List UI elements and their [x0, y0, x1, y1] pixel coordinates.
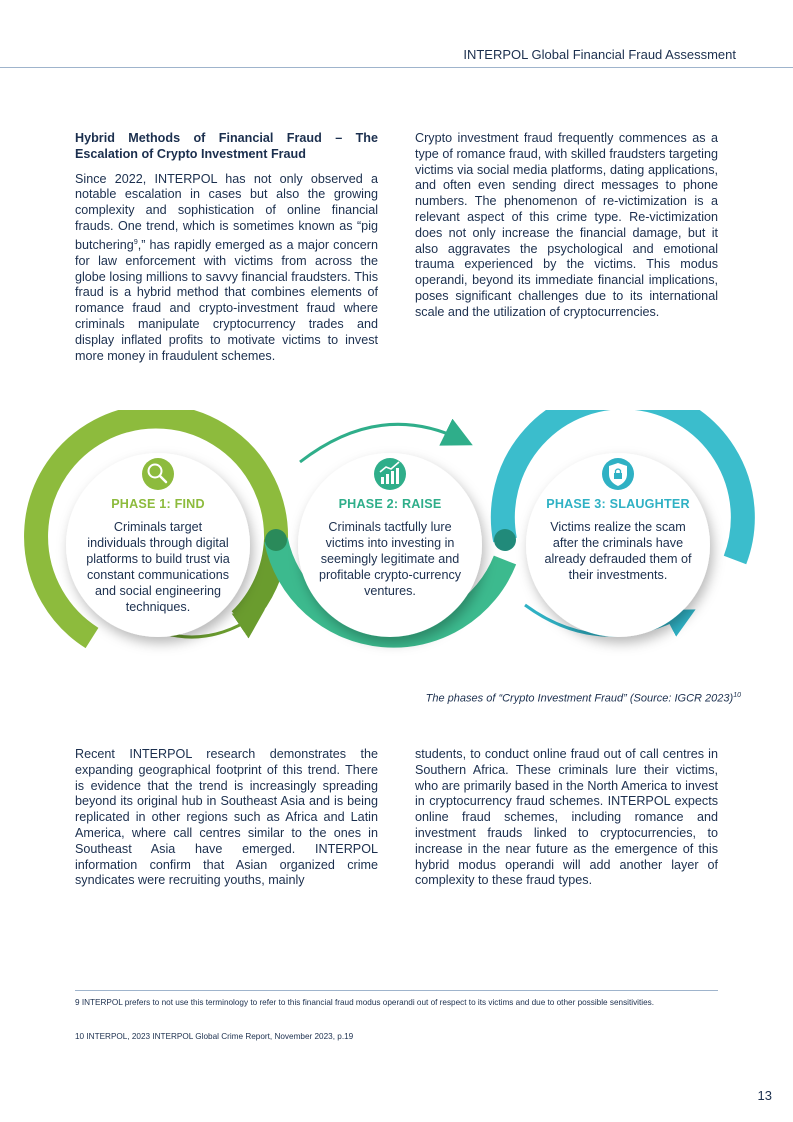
phase-3-text: Victims realize the scam after the criminals have already defrauded them of their investments. [544, 520, 692, 582]
running-header: INTERPOL Global Financial Fraud Assessment [463, 47, 736, 62]
phase-2-text: Criminals tactfully lure victims into investing in seemingly legitimate and profitable crypto-currency ventures. [318, 520, 462, 598]
phase-2 [315, 497, 465, 599]
growth-chart-icon [374, 458, 406, 490]
footnote-ref-9: 9 [133, 238, 138, 246]
column-right-bottom [415, 747, 718, 889]
phase-3-title: PHASE 3: SLAUGHTER [546, 497, 690, 511]
phase-1 [83, 497, 233, 615]
phase-1-title: PHASE 1: FIND [111, 497, 205, 511]
paragraph-intro: Since 2022, INTERPOL has not only observed a notable escalation in cases but also the growing complexity and sophistication of online financial frauds. One trend, which is sometimes known as “pig butchering$^9$,” has rapidly emerged as a major concern for law enforcement with victims from across the globe losing millions to savvy financial fraudsters. This fraud is a hybrid method that combines elements of romance fraud and crypto-investment fraud where criminals manipulate cryptocurrency trades and display inflated profits to motivate victims to invest more money in fraudulent schemes. [75, 171, 378, 363]
figure-caption: The phases of “Crypto Investment Fraud” (Source: IGCR 2023)$^{10}$ [425, 692, 741, 705]
column-left-bottom [75, 747, 378, 889]
column-left-top [75, 131, 378, 364]
shield-lock-icon [602, 458, 634, 490]
footnote-10: 10 INTERPOL, 2023 INTERPOL Global Crime Report, November 2023, p.19 [75, 1032, 354, 1041]
paragraph-romance: Crypto investment fraud frequently commences as a type of romance fraud, with skilled fraudsters targeting victims via social media platforms, dating applications, and often even sending direct messages to phone numbers. The phenomenon of re-victimization is a relevant aspect of this crime type. Re-victimization does not only increase the financial damage, but it also aggravates the psychological and emotional trauma experienced by the victims. This modus operandi, beyond its immediate financial implications, poses significant challenges due to its international scale and the utilization of cryptocurrencies. [415, 131, 718, 319]
phase-3 [543, 497, 693, 583]
paragraph-students: students, to conduct online fraud out of call centres in Southern Africa. These criminals lure their victims, who are primarily based in the North America to invest in cryptocurrency fraud schemes. INTERPOL expects online fraud schemes, including romance and investment frauds linked to cryptocurrencies, to increase in the near future as the emergence of this hybrid modus operandi will add another layer of complexity to these fraud types. [415, 747, 718, 888]
phase-1-text: Criminals target individuals through digital platforms to build trust via constant communications and social engineering techniques. [86, 520, 230, 614]
header-divider [0, 67, 793, 68]
footnote-ref-10: 10 [733, 692, 741, 699]
column-right-top [415, 131, 718, 321]
footnote-divider [75, 990, 718, 991]
footnote-9: 9 INTERPOL prefers to not use this terminology to refer to this financial fraud modus operandi out of respect to its victims and due to other possible sensitivities. [75, 998, 655, 1007]
paragraph-research: Recent INTERPOL research demonstrates the expanding geographical footprint of this trend. There is evidence that the trend is increasingly spreading beyond its original hub in Southeast Asia and is being replicated in other regions such as Africa and Latin America, where call centres similar to the ones in Southeast Asia have emerged. INTERPOL information confirm that Asian organized crime syndicates were recruiting youths, mainly [75, 747, 378, 888]
connector-dot-2 [494, 529, 516, 551]
section-heading: Hybrid Methods of Financial Fraud – The Escalation of Crypto Investment Fraud [75, 131, 378, 161]
page-number: 13 [757, 1088, 772, 1103]
magnifier-icon [142, 458, 174, 490]
connector-dot-1 [265, 529, 287, 551]
phase-2-title: PHASE 2: RAISE [338, 497, 442, 511]
